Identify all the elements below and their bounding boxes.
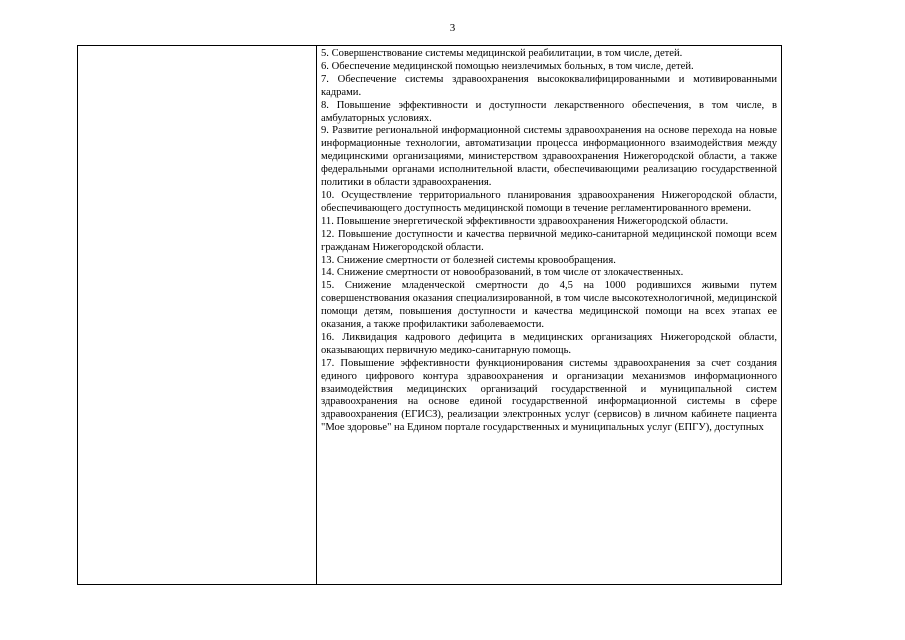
list-item-9: 9. Развитие региональной информационной системы здравоохранения на основе перехода на новые информационные технологии, автоматизации процесса информационного взаимодействия между медицинскими организациями, министерством здравоохранения Нижегородской области, а также федеральными органами исполнительной власти, обеспечивающими реализацию государственной политики в области здравоохранения. [321, 125, 777, 189]
list-item-13: 13. Снижение смертности от болезней системы кровообращения. [321, 254, 616, 266]
page-number: 3 [449, 22, 456, 34]
left-cell [78, 46, 317, 585]
program-table [77, 45, 782, 585]
list-item-8: 8. Повышение эффективности и доступности лекарственного обеспечения, в том числе, в амбулаторных условиях. [321, 99, 777, 124]
list-item-12: 12. Повышение доступности и качества первичной медико-санитарной медицинской помощи всем гражданам Нижегородской области. [321, 228, 777, 253]
list-item-10: 10. Осуществление территориального планирования здравоохранения Нижегородской области, обеспечивающего доступность медицинской помощи в течение регламентированного времени. [321, 189, 777, 214]
right-cell [317, 46, 782, 585]
list-item-6: 6. Обеспечение медицинской помощью неизлечимых больных, в том числе, детей. [321, 60, 694, 72]
list-item-7: 7. Обеспечение системы здравоохранения высококвалифицированными и мотивированными кадрами. [321, 73, 777, 98]
list-item-11: 11. Повышение энергетической эффективности здравоохранения Нижегородской области. [321, 215, 729, 227]
table-row [78, 46, 782, 585]
list-item-16: 16. Ликвидация кадрового дефицита в медицинских организациях Нижегородской области, оказывающих первичную медико-санитарную помощь. [321, 331, 777, 356]
list-item-14: 14. Снижение смертности от новообразований, в том числе от злокачественных. [321, 267, 684, 279]
list-item-15: 15. Снижение младенческой смертности до 4,5 на 1000 родившихся живыми путем совершенствования оказания специализированной, в том числе высокотехнологичной, медицинской помощи детям, повышения доступности и качества медицинской помощи на всех этапах ее оказания, а также профилактики заболеваемости. [321, 280, 777, 331]
list-item-17: 17. Повышение эффективности функционирования системы здравоохранения за счет создания единого цифрового контура здравоохранения и организации механизмов информационного взаимодействия медицинских организаций государственной и муниципальной систем здравоохранения на основе единой государственной информационной системы в сфере здравоохранения (ЕГИСЗ), реализации электронных услуг (сервисов) в личном кабинете пациента "Мое здоровье" на Едином портале государственных и муниципальных услуг (ЕПГУ), доступных [321, 357, 777, 434]
list-item-5: 5. Совершенствование системы медицинской реабилитации, в том числе, детей. [321, 48, 683, 59]
task-list [317, 46, 781, 435]
